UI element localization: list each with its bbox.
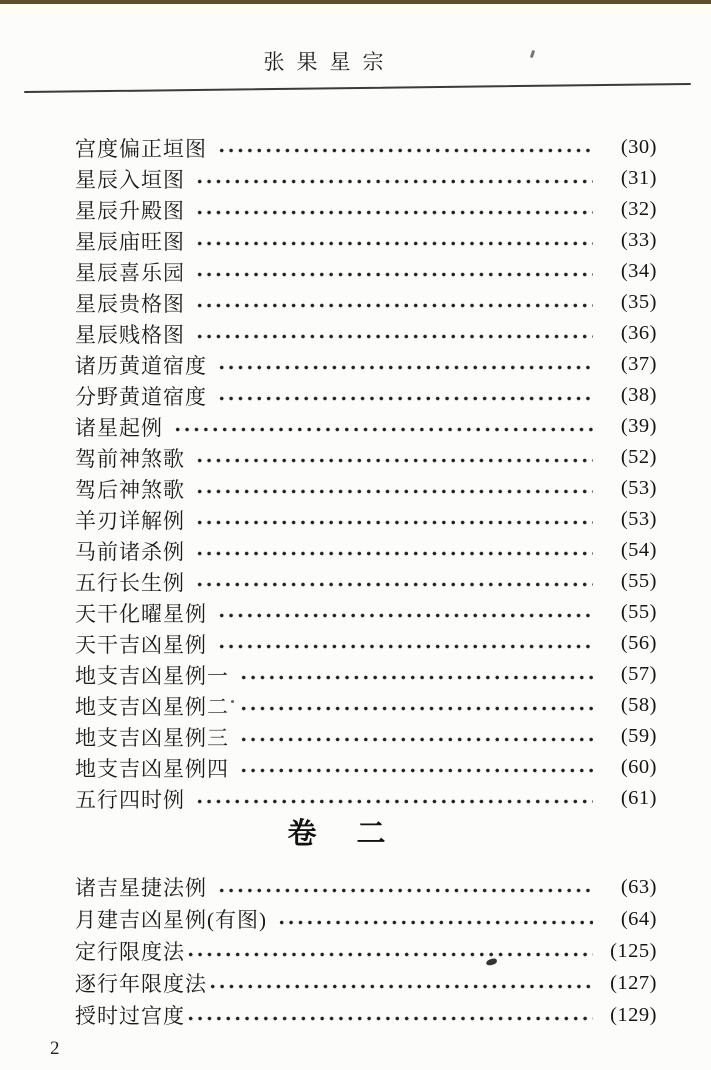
toc-row	[75, 318, 657, 349]
entry-title: 星辰升殿图	[75, 198, 185, 223]
toc-row	[75, 132, 657, 163]
toc-row	[75, 871, 657, 903]
entry-page-number: (32)	[620, 198, 657, 220]
dot-leader	[195, 798, 593, 805]
dot-leader	[186, 1015, 593, 1022]
dot-leader	[195, 488, 593, 495]
toc-row	[75, 163, 657, 194]
dot-leader	[208, 983, 593, 990]
entry-page-number: (58)	[620, 694, 657, 716]
entry-page-number: (52)	[620, 446, 657, 468]
entry-title: 天干化曜星例	[75, 601, 207, 626]
toc-list-volume2	[75, 871, 657, 1031]
scan-edge-cream	[0, 4, 711, 20]
toc-row	[75, 690, 657, 721]
toc-row	[75, 225, 657, 256]
toc-row	[75, 411, 657, 442]
entry-title: 星辰入垣图	[75, 167, 185, 192]
toc-row	[75, 659, 657, 690]
toc-row	[75, 903, 657, 935]
entry-page-number: (61)	[620, 787, 657, 809]
entry-page-number: (129)	[610, 1003, 657, 1026]
dot-leader	[277, 919, 593, 926]
entry-title: 驾前神煞歌	[75, 446, 185, 471]
dot-leader	[217, 147, 593, 154]
dot-leader	[239, 705, 593, 712]
entry-page-number: (127)	[610, 971, 657, 994]
section-heading-char: 卷	[287, 817, 317, 850]
entry-page-number: (31)	[620, 167, 657, 189]
toc-row	[75, 752, 657, 783]
entry-page-number: (30)	[620, 136, 657, 158]
toc-list-volume1	[75, 132, 657, 814]
dot-leader	[195, 581, 593, 588]
entry-page-number: (37)	[620, 353, 657, 375]
section-heading-char: 二	[356, 817, 386, 850]
entry-page-number: (125)	[610, 939, 657, 962]
toc-row	[75, 597, 657, 628]
folio-page-number: 2	[50, 1038, 60, 1059]
entry-title: 分野黄道宿度	[75, 384, 207, 409]
entry-page-number: (35)	[620, 291, 657, 313]
dot-leader	[195, 302, 593, 309]
toc-row	[75, 535, 657, 566]
toc-row	[75, 999, 657, 1031]
entry-page-number: (53)	[620, 477, 657, 499]
toc-row	[75, 194, 657, 225]
entry-title: 诸历黄道宿度	[75, 353, 207, 378]
entry-page-number: (63)	[620, 875, 657, 898]
entry-page-number: (39)	[620, 415, 657, 437]
dot-leader	[239, 736, 593, 743]
entry-title: 星辰贵格图	[75, 291, 185, 316]
toc-row	[75, 504, 657, 535]
toc-row	[75, 473, 657, 504]
dot-leader	[217, 395, 593, 402]
dot-leader	[239, 674, 593, 681]
toc-row	[75, 721, 657, 752]
toc-row	[75, 349, 657, 380]
entry-page-number: (36)	[620, 322, 657, 344]
dot-leader	[217, 364, 593, 371]
toc-row	[75, 628, 657, 659]
entry-page-number: (33)	[620, 229, 657, 251]
entry-page-number: (57)	[620, 663, 657, 685]
dot-leader	[195, 271, 593, 278]
entry-title: 驾后神煞歌	[75, 477, 185, 502]
entry-page-number: (55)	[620, 570, 657, 592]
dot-leader	[195, 178, 593, 185]
toc-row	[75, 566, 657, 597]
toc-row	[75, 256, 657, 287]
entry-title: 诸星起例	[75, 415, 163, 440]
entry-title: 地支吉凶星例四	[75, 756, 229, 781]
dot-leader	[195, 240, 593, 247]
dot-leader	[195, 209, 593, 216]
entry-title: 地支吉凶星例一	[75, 663, 229, 688]
entry-title: 地支吉凶星例三	[75, 725, 229, 750]
entry-title: 授时过宫度	[75, 1004, 185, 1028]
entry-title: 星辰喜乐园	[75, 260, 185, 285]
toc-row	[75, 287, 657, 318]
scan-speck	[231, 700, 234, 703]
entry-title: 羊刃详解例	[75, 508, 185, 533]
entry-page-number: (60)	[620, 756, 657, 778]
entry-title: 月建吉凶星例(有图)	[75, 908, 267, 932]
entry-page-number: (56)	[620, 632, 657, 654]
entry-page-number: (64)	[620, 907, 657, 930]
toc-row	[75, 967, 657, 999]
toc-row	[75, 442, 657, 473]
running-head-title: 张果星宗	[263, 50, 396, 74]
entry-page-number: (59)	[620, 725, 657, 747]
entry-title: 星辰庙旺图	[75, 229, 185, 254]
entry-title: 马前诸杀例	[75, 539, 185, 564]
entry-title: 定行限度法	[75, 940, 185, 964]
entry-title: 天干吉凶星例	[75, 632, 207, 657]
entry-page-number: (55)	[620, 601, 657, 623]
dot-leader	[186, 951, 593, 958]
header-rule	[24, 83, 691, 93]
entry-title: 星辰贱格图	[75, 322, 185, 347]
toc-row	[75, 380, 657, 411]
dot-leader	[217, 643, 593, 650]
dot-leader	[217, 887, 593, 894]
entry-title: 五行四时例	[75, 787, 185, 812]
entry-page-number: (34)	[620, 260, 657, 282]
dot-leader	[195, 519, 593, 526]
dot-leader	[195, 333, 593, 340]
entry-title: 五行长生例	[75, 570, 185, 595]
dot-leader	[173, 426, 593, 433]
entry-title: 宫度偏正垣图	[75, 136, 207, 161]
entry-page-number: (53)	[620, 508, 657, 530]
section-heading-volume2	[0, 808, 692, 854]
entry-page-number: (38)	[620, 384, 657, 406]
entry-title: 逐行年限度法	[75, 972, 207, 996]
entry-page-number: (54)	[620, 539, 657, 561]
toc-row	[75, 935, 657, 967]
dot-leader	[239, 767, 593, 774]
dot-leader	[195, 457, 593, 464]
dot-leader	[217, 612, 593, 619]
entry-title: 诸吉星捷法例	[75, 876, 207, 900]
entry-title: 地支吉凶星例二	[75, 694, 229, 719]
dot-leader	[195, 550, 593, 557]
